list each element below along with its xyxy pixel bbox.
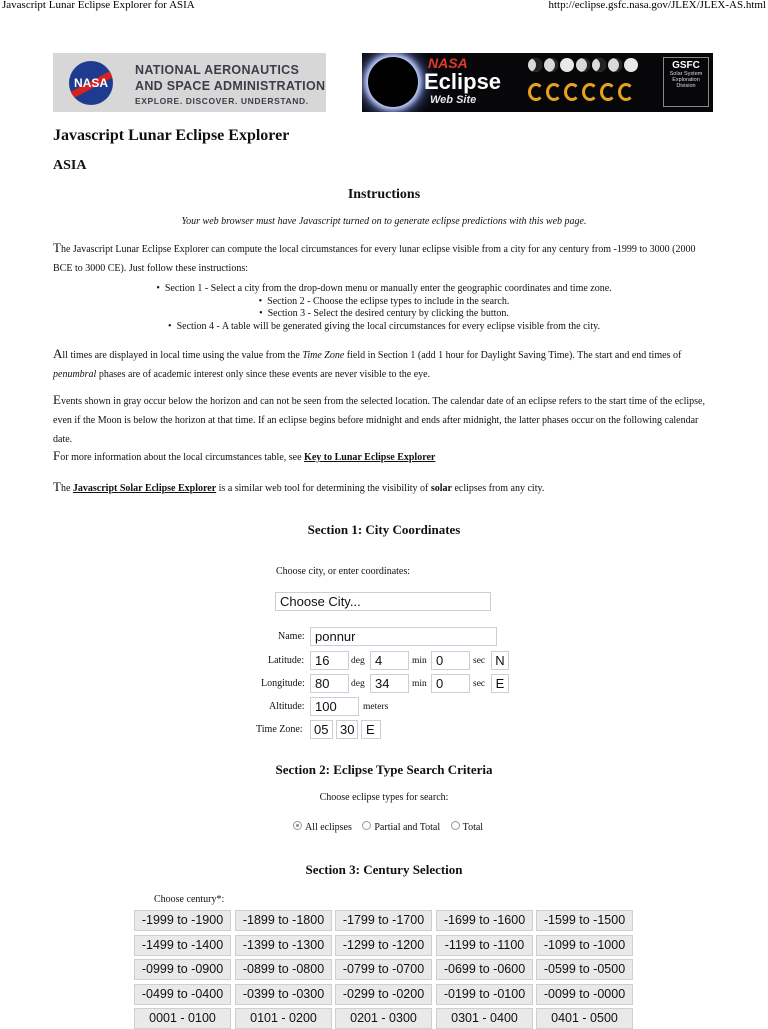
- intro-paragraph: The Javascript Lunar Eclipse Explorer can compute the local circumstances for every lunar eclipse visible from a city for any century from -1999 to 3000 (2000 BCE to 3000 CE). Just follow these instructions:: [53, 240, 696, 274]
- radio-all-eclipses-label: All eclipses: [304, 822, 352, 833]
- century-button[interactable]: 0101 - 0200: [235, 1008, 332, 1029]
- radio-total-label: Total: [462, 822, 484, 833]
- javascript-note: Your web browser must have Javascript turned on to generate eclipse predictions with this web page.: [181, 216, 587, 227]
- eclipse-banner-title: Eclipse: [424, 69, 502, 94]
- latitude-deg-label: deg: [351, 656, 365, 666]
- solar-eclipse-icon: [368, 57, 418, 107]
- century-button[interactable]: -1899 to -1800: [235, 910, 332, 931]
- city-select[interactable]: Choose City...: [275, 592, 491, 611]
- instruction-steps: [0, 283, 768, 333]
- section2-heading: Section 2: Eclipse Type Search Criteria: [275, 762, 493, 777]
- choose-types-label: Choose eclipse types for search:: [319, 792, 449, 803]
- eclipse-banner-nasa: NASA: [428, 55, 468, 71]
- radio-all-eclipses[interactable]: [293, 821, 302, 830]
- longitude-seconds-input[interactable]: 0: [431, 674, 470, 693]
- century-button[interactable]: -1499 to -1400: [134, 935, 231, 956]
- century-button[interactable]: 0201 - 0300: [335, 1008, 432, 1029]
- radio-partial-and-total-label: Partial and Total: [374, 822, 441, 833]
- key-to-lunar-eclipse-explorer-link[interactable]: Key to Lunar Eclipse Explorer: [304, 452, 436, 463]
- page-tab-title: Javascript Lunar Eclipse Explorer for ASIA: [2, 0, 195, 11]
- longitude-degrees-input[interactable]: 80: [310, 674, 349, 693]
- century-button[interactable]: 0301 - 0400: [436, 1008, 533, 1029]
- print-header: [0, 0, 768, 14]
- century-button[interactable]: -1399 to -1300: [235, 935, 332, 956]
- eclipse-website-banner-link[interactable]: [362, 53, 713, 112]
- century-button[interactable]: -0899 to -0800: [235, 959, 332, 980]
- century-button[interactable]: -0799 to -0700: [335, 959, 432, 980]
- century-button[interactable]: 0401 - 0500: [536, 1008, 633, 1029]
- century-button[interactable]: -0699 to -0600: [436, 959, 533, 980]
- century-button[interactable]: -1299 to -1200: [335, 935, 432, 956]
- century-button[interactable]: -1199 to -1100: [436, 935, 533, 956]
- times-paragraph: All times are displayed in local time using the value from the Time Zone field in Section 1 (add 1 hour for Daylight Saving Time). The start and end times of penumbral phases are of academic interest only since these events are never visible to the eye.: [53, 346, 682, 380]
- longitude-deg-label: deg: [351, 679, 365, 689]
- century-button[interactable]: -0499 to -0400: [134, 984, 231, 1005]
- century-button[interactable]: -0199 to -0100: [436, 984, 533, 1005]
- latitude-minutes-input[interactable]: 4: [370, 651, 409, 670]
- page-title: Javascript Lunar Eclipse Explorer: [53, 127, 290, 144]
- events-paragraph: Events shown in gray occur below the horizon and can not be seen from the selected location. The calendar date of an eclipse refers to the start time of the eclipse, even if the Moon is below the horizon at that time. If an eclipse begins before midnight and ends after midnight, the latter phases occur on the following calendar date.: [53, 392, 705, 445]
- century-button[interactable]: -0999 to -0900: [134, 959, 231, 980]
- altitude-input[interactable]: 100: [310, 697, 359, 716]
- eclipse-arcs-icon: [527, 83, 657, 106]
- choose-city-label: Choose city, or enter coordinates:: [276, 566, 411, 577]
- century-button[interactable]: -1799 to -1700: [335, 910, 432, 931]
- century-button[interactable]: -0299 to -0200: [335, 984, 432, 1005]
- list-item: • Section 2 - Choose the eclipse types to include in the search.: [0, 296, 768, 309]
- nasa-banner-link[interactable]: [53, 53, 326, 112]
- more-info-paragraph: For more information about the local circumstances table, see Key to Lunar Eclipse Explorer: [53, 448, 436, 463]
- longitude-label: Longitude:: [261, 678, 305, 689]
- section1-heading: Section 1: City Coordinates: [307, 522, 461, 537]
- century-button[interactable]: -1999 to -1900: [134, 910, 231, 931]
- century-button[interactable]: -0599 to -0500: [536, 959, 633, 980]
- choose-century-label: Choose century*:: [154, 894, 225, 905]
- time-zone-minutes-input[interactable]: 30: [336, 720, 358, 739]
- century-button[interactable]: 0001 - 0100: [134, 1008, 231, 1029]
- nasa-banner-line1: NATIONAL AERONAUTICS: [135, 63, 300, 77]
- list-item: • Section 3 - Select the desired century by clicking the button.: [0, 308, 768, 321]
- century-button[interactable]: -0099 to -0000: [536, 984, 633, 1005]
- century-button[interactable]: -1699 to -1600: [436, 910, 533, 931]
- name-input[interactable]: ponnur: [310, 627, 497, 646]
- longitude-hemisphere-select[interactable]: E: [491, 674, 509, 693]
- name-label: Name:: [278, 631, 305, 642]
- altitude-label: Altitude:: [269, 701, 305, 712]
- radio-total[interactable]: [451, 821, 460, 830]
- century-button[interactable]: -1099 to -1000: [536, 935, 633, 956]
- list-item: • Section 1 - Select a city from the drop-down menu or manually enter the geographic coordinates and time zone.: [0, 283, 768, 296]
- altitude-unit-label: meters: [363, 702, 389, 712]
- solar-eclipse-explorer-link[interactable]: Javascript Solar Eclipse Explorer: [72, 483, 217, 494]
- eclipse-type-radios: [0, 821, 768, 833]
- nasa-banner-tagline: EXPLORE. DISCOVER. UNDERSTAND.: [135, 96, 309, 106]
- eclipse-banner-subtitle: Web Site: [430, 94, 477, 106]
- instructions-heading: Instructions: [347, 187, 421, 202]
- time-zone-direction-select[interactable]: E: [361, 720, 381, 739]
- longitude-minutes-input[interactable]: 34: [370, 674, 409, 693]
- latitude-seconds-input[interactable]: 0: [431, 651, 470, 670]
- latitude-sec-label: sec: [473, 656, 486, 666]
- page-url: http://eclipse.gsfc.nasa.gov/JLEX/JLEX-AS.html: [548, 0, 766, 11]
- latitude-label: Latitude:: [268, 655, 305, 666]
- time-zone-label: Time Zone:: [256, 724, 303, 735]
- latitude-min-label: min: [412, 656, 427, 666]
- radio-partial-and-total[interactable]: [362, 821, 371, 830]
- longitude-min-label: min: [412, 679, 427, 689]
- century-button[interactable]: -1599 to -1500: [536, 910, 633, 931]
- latitude-hemisphere-select[interactable]: N: [491, 651, 509, 670]
- gsfc-badge: GSFC Solar System Exploration Division: [663, 57, 709, 107]
- moon-phases-icon: [527, 58, 657, 77]
- section3-heading: Section 3: Century Selection: [305, 862, 463, 877]
- nasa-logo-icon: NASA: [69, 61, 113, 105]
- time-zone-hours-input[interactable]: 05: [310, 720, 333, 739]
- list-item: • Section 4 - A table will be generated giving the local circumstances for every eclipse visible from the city.: [0, 321, 768, 334]
- longitude-sec-label: sec: [473, 679, 486, 689]
- century-button[interactable]: -0399 to -0300: [235, 984, 332, 1005]
- region-heading: ASIA: [53, 158, 87, 173]
- latitude-degrees-input[interactable]: 16: [310, 651, 349, 670]
- nasa-banner-line2: AND SPACE ADMINISTRATION: [135, 79, 326, 93]
- solar-explorer-paragraph: The Javascript Solar Eclipse Explorer is a similar web tool for determining the visibility of solar eclipses from any city.: [53, 479, 545, 494]
